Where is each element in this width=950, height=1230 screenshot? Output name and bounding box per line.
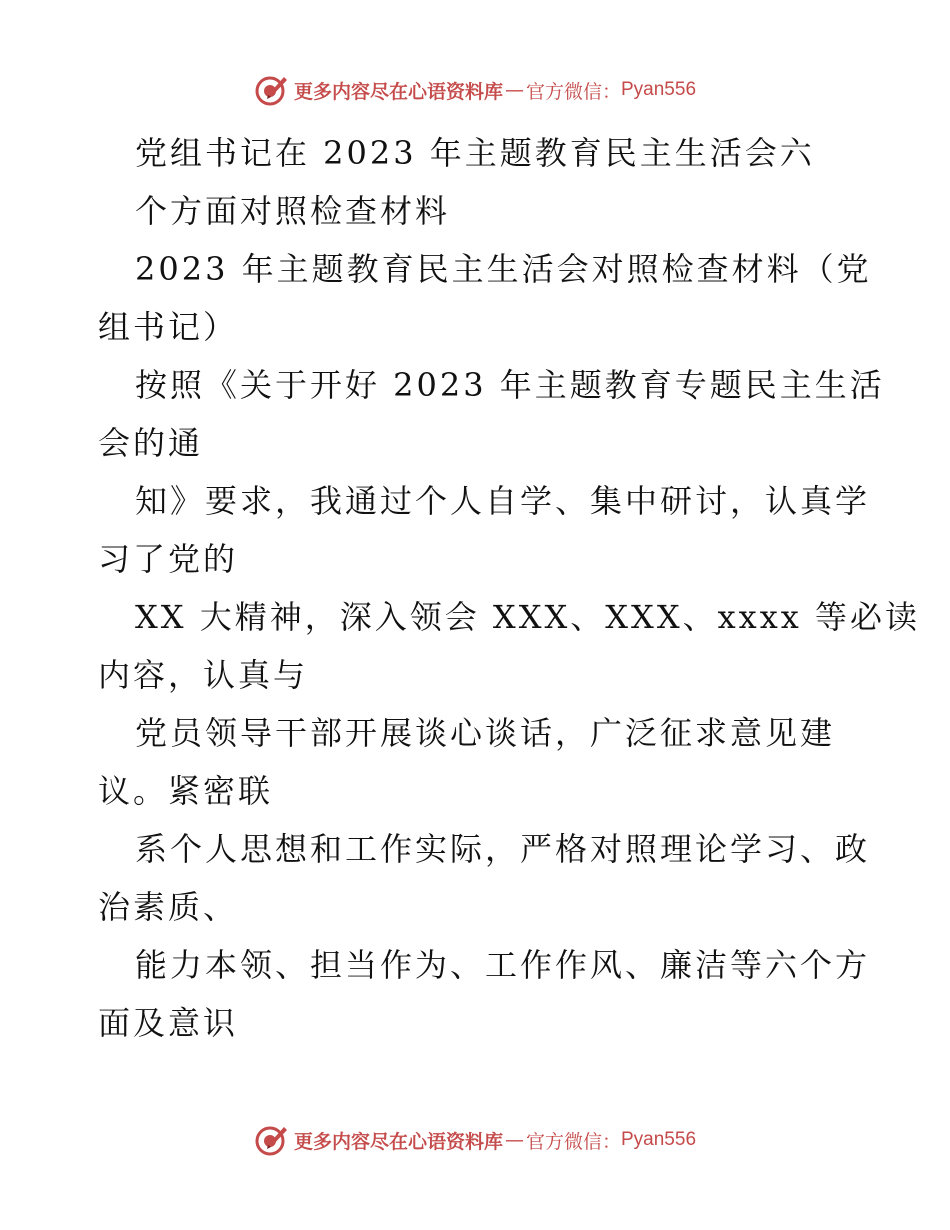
footer-brand-text: 更多内容尽在心语资料库 — [293, 1130, 503, 1153]
header-wechat-id: Pyan556 — [621, 79, 697, 100]
doc-line: 组书记） — [98, 308, 239, 346]
header-banner — [0, 70, 950, 110]
doc-line: 党员领导干部开展谈心谈话，广泛征求意见建 — [135, 714, 836, 752]
header-separator: — — [504, 79, 524, 101]
doc-line: 内容，认真与 — [98, 656, 309, 694]
footer-wechat-id: Pyan556 — [621, 1129, 697, 1150]
header-brand-text: 更多内容尽在心语资料库 — [293, 80, 503, 103]
doc-line: 个方面对照检查材料 — [135, 192, 451, 230]
footer-wechat-label: 官方微信： — [525, 1130, 621, 1153]
doc-line: 知》要求，我通过个人自学、集中研讨，认真学 — [135, 482, 871, 520]
doc-line: 2023 年主题教育民主生活会对照检查材料（党 — [135, 250, 872, 288]
document-body — [98, 124, 920, 1052]
footer-separator: — — [504, 1129, 524, 1151]
doc-line: 面及意识 — [98, 1004, 239, 1042]
pen-in-circle-logo-icon — [254, 73, 288, 107]
pen-in-circle-logo-icon — [254, 1123, 288, 1157]
footer-banner — [0, 1120, 950, 1160]
doc-line: 按照《关于开好 2023 年主题教育专题民主生活 — [135, 366, 885, 404]
doc-line: 能力本领、担当作为、工作作风、廉洁等六个方 — [135, 946, 871, 984]
doc-line: 会的通 — [98, 424, 204, 462]
doc-line: 议。紧密联 — [98, 772, 274, 810]
doc-line: 党组书记在 2023 年主题教育民主生活会六 — [135, 134, 815, 172]
doc-line: 治素质、 — [98, 888, 239, 926]
doc-line: 系个人思想和工作实际，严格对照理论学习、政 — [135, 830, 871, 868]
doc-line: XX 大精神，深入领会 XXX、XXX、xxxx 等必读 — [135, 598, 920, 636]
doc-line: 习了党的 — [98, 540, 239, 578]
header-wechat-label: 官方微信： — [525, 80, 621, 103]
